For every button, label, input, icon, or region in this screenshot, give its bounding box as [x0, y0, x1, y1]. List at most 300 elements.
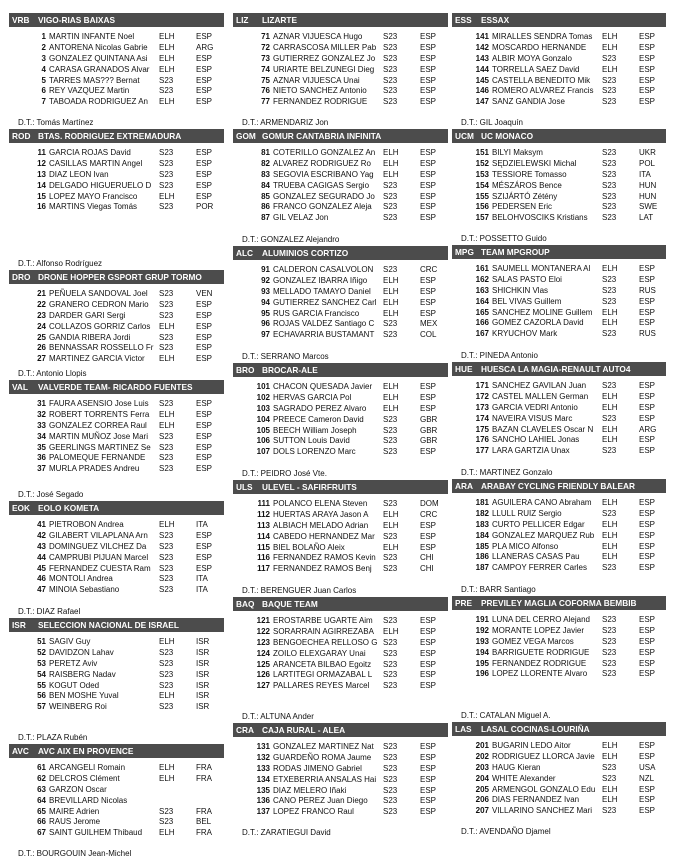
rider-row	[452, 446, 666, 457]
rider-name: GIL VELAZ Jon	[273, 213, 329, 223]
rider-number: 14	[37, 180, 46, 190]
rider-nationality: ITA	[196, 520, 208, 529]
rider-name: WHITE Alexander	[492, 773, 556, 783]
team-header	[233, 246, 448, 260]
rider-name: AZNAR VIJUESCA Hugo	[273, 32, 363, 41]
rider-number: 182	[475, 508, 489, 518]
rider-row	[9, 542, 224, 553]
rider-row	[233, 330, 448, 341]
rider-category: S23	[383, 774, 398, 784]
rider-category: S23	[602, 97, 617, 107]
rider-row	[452, 563, 666, 574]
rider-nationality: SWE	[639, 202, 658, 212]
rider-number: 57	[37, 702, 46, 712]
rider-name: DIAZ MELERO Iñaki	[273, 785, 347, 795]
rider-category: S23	[383, 807, 398, 817]
rider-category: ELH	[602, 751, 618, 761]
rider-row	[9, 691, 224, 702]
rider-category: S23	[159, 289, 174, 298]
rider-number: 76	[261, 86, 270, 96]
rider-row	[9, 399, 224, 410]
rider-list	[233, 737, 448, 818]
rider-name: ETXEBERRIA ANSALAS Hai	[273, 774, 377, 784]
rider-row	[9, 574, 224, 585]
rider-nationality: ESP	[196, 299, 213, 309]
rider-name: DELCROS Clément	[49, 773, 120, 783]
rider-number: 173	[475, 402, 489, 412]
rider-number: 27	[37, 354, 46, 364]
rider-nationality: ESP	[639, 741, 656, 750]
rider-category: S23	[383, 752, 398, 762]
rider-number: 147	[475, 97, 489, 107]
rider-number: 3	[41, 53, 46, 63]
rider-name: BELOHVOSCIKS Kristians	[492, 213, 588, 223]
team-code: ULS	[236, 482, 253, 492]
rider-nationality: ESP	[420, 53, 437, 63]
rider-number: 196	[475, 669, 489, 679]
team-code: ESS	[455, 15, 472, 25]
rider-row	[9, 785, 224, 796]
team-header	[9, 13, 224, 27]
rider-number: 174	[475, 413, 489, 423]
rider-name: FERNANDEZ RODRIGUE	[492, 658, 587, 668]
team-director: D.T.: PEIDRO José Vte.	[242, 469, 327, 478]
team-code: ROD	[12, 131, 31, 141]
rider-row	[233, 753, 448, 764]
rider-number: 94	[261, 297, 270, 307]
rider-nationality: ISR	[196, 647, 210, 657]
rider-number: 101	[256, 382, 270, 391]
rider-name: AGUILERA CANO Abraham	[492, 498, 592, 507]
rider-number: 87	[261, 213, 270, 223]
rider-name: ALBIR MOYA Gonzalo	[492, 53, 572, 63]
rider-row	[452, 626, 666, 637]
rider-category: S23	[159, 806, 174, 816]
rider-nationality: ESP	[196, 409, 213, 419]
rider-category: S23	[383, 742, 398, 751]
rider-number: 123	[256, 637, 270, 647]
rider-row	[452, 76, 666, 87]
rider-category: ELH	[602, 435, 618, 445]
team-header	[9, 270, 224, 284]
rider-nationality: CRC	[420, 509, 438, 519]
rider-number: 23	[37, 310, 46, 320]
rider-list	[9, 284, 224, 365]
rider-category: S23	[383, 763, 398, 773]
team-name: DRONE HOPPER GSPORT GRUP TORMO	[38, 272, 202, 282]
rider-number: 103	[256, 403, 270, 413]
rider-number: 132	[256, 752, 270, 762]
rider-name: GONZALEZ QUINTANA Asi	[49, 53, 148, 63]
rider-category: S23	[602, 615, 617, 624]
rider-name: SEGOVIA ESCRIBANO Yag	[273, 169, 374, 179]
rider-nationality: ESP	[420, 382, 437, 391]
rider-row	[452, 531, 666, 542]
rider-category: ELH	[602, 307, 618, 317]
rider-number: 207	[475, 806, 489, 816]
rider-row	[9, 181, 224, 192]
team-code: CRA	[236, 725, 254, 735]
rider-row	[452, 192, 666, 203]
rider-nationality: ESP	[420, 191, 437, 201]
team-director: D.T.: DIAZ Rafael	[18, 607, 81, 616]
rider-nationality: ESP	[420, 392, 437, 402]
team-code: ISR	[12, 620, 26, 630]
team-code: EOK	[12, 503, 30, 513]
team-code: PRE	[455, 598, 473, 608]
rider-name: BARRIGUETE RODRIGUE	[492, 647, 590, 657]
team-director: D.T.: AVENDAÑO Djamel	[461, 827, 551, 836]
rider-nationality: ESP	[639, 658, 656, 668]
rider-row	[233, 616, 448, 627]
rider-row	[452, 181, 666, 192]
rider-name: SAGRADO PEREZ Alvaro	[273, 403, 367, 413]
rider-name: GOMEZ CAZORLA David	[492, 318, 584, 328]
team-director: D.T.: CATALAN Miguel A.	[461, 711, 551, 720]
rider-category: S23	[383, 659, 398, 669]
rider-row	[452, 97, 666, 108]
rider-nationality: ESP	[639, 413, 656, 423]
rider-row	[9, 311, 224, 322]
rider-category: S23	[159, 453, 174, 463]
rider-nationality: ESP	[420, 670, 437, 680]
rider-name: CASTEL MALLEN German	[492, 391, 589, 401]
rider-category: S23	[602, 285, 617, 295]
team-name: LIZARTE	[262, 15, 298, 25]
rider-row	[233, 649, 448, 660]
rider-number: 67	[37, 828, 46, 838]
rider-nationality: USA	[639, 762, 656, 772]
rider-name: CANO PEREZ Juan Diego	[273, 796, 368, 806]
rider-nationality: ESP	[639, 806, 656, 816]
rider-category: ELH	[159, 763, 175, 772]
rider-number: 186	[475, 552, 489, 562]
rider-nationality: ESP	[420, 202, 437, 212]
rider-name: TARRES MAS??? Bernat	[49, 75, 140, 85]
rider-number: 114	[257, 531, 270, 541]
rider-name: DOMINGUEZ VILCHEZ Da	[49, 541, 147, 551]
rider-row	[452, 329, 666, 340]
rider-category: ELH	[383, 392, 399, 402]
team-name: PREVILEY MAGLIA COFORMA BEMBIB	[481, 598, 637, 608]
rider-list	[452, 493, 666, 574]
rider-name: GUTIERREZ SANCHEZ Carl	[273, 297, 377, 307]
rider-category: ELH	[602, 42, 618, 52]
rider-name: CASTELLA BENEDITO Mik	[492, 75, 591, 85]
rider-name: GUARDEÑO ROMA Jaume	[273, 752, 372, 762]
rider-row	[233, 796, 448, 807]
rider-row	[452, 43, 666, 54]
rider-name: MARTIN INFANTE Noel	[49, 32, 135, 41]
rider-list	[233, 143, 448, 224]
rider-category: S23	[602, 446, 617, 456]
rider-number: 156	[475, 202, 489, 212]
rider-row	[9, 817, 224, 828]
rider-name: FERNANDEZ RODRIGUE	[273, 97, 368, 107]
rider-nationality: ESP	[639, 751, 656, 761]
rider-name: GARCIA VEDRI Antonio	[492, 402, 578, 412]
rider-row	[9, 670, 224, 681]
rider-nationality: DOM	[420, 499, 439, 508]
rider-name: PREECE Cameron David	[273, 414, 364, 424]
rider-row	[233, 436, 448, 447]
rider-name: RUS GARCIA Francisco	[273, 308, 360, 318]
rider-category: S23	[383, 64, 398, 74]
team-name: TEAM MPGROUP	[481, 247, 550, 257]
rider-number: 151	[475, 148, 489, 157]
rider-nationality: ESP	[420, 542, 437, 552]
rider-category: S23	[159, 574, 174, 584]
rider-nationality: ESP	[196, 541, 213, 551]
rider-nationality: FRA	[196, 763, 212, 772]
rider-nationality: ESP	[639, 530, 656, 540]
rider-category: ELH	[159, 42, 175, 52]
rider-nationality: ESP	[420, 648, 437, 658]
rider-nationality: ESP	[196, 86, 213, 96]
rider-name: REY VAZQUEZ Martin	[49, 86, 130, 96]
rider-nationality: ESP	[639, 795, 656, 805]
rider-name: ZOILO ELEXGARAY Unai	[273, 648, 366, 658]
rider-row	[452, 498, 666, 509]
rider-nationality: ESP	[420, 213, 437, 223]
rider-nationality: ISR	[196, 702, 210, 712]
rider-row	[233, 76, 448, 87]
rider-number: 153	[475, 169, 489, 179]
rider-category: S23	[383, 785, 398, 795]
team-header	[233, 480, 448, 494]
rider-category: ELH	[602, 741, 618, 750]
rider-name: RODAS JIMENO Gabriel	[273, 763, 362, 773]
rider-row	[233, 54, 448, 65]
rider-row	[9, 86, 224, 97]
rider-list	[9, 394, 224, 475]
rider-category: S23	[159, 158, 174, 168]
rider-nationality: GBR	[420, 414, 438, 424]
rider-row	[233, 65, 448, 76]
rider-number: 83	[261, 169, 270, 179]
rider-nationality: ESP	[420, 286, 437, 296]
rider-category: S23	[602, 53, 617, 63]
rider-name: SHICHKIN Vlas	[492, 285, 549, 295]
rider-name: PEDERSEN Eric	[492, 202, 553, 212]
rider-number: 176	[475, 435, 489, 445]
rider-name: LOPEZ LLORENTE Alvaro	[492, 669, 588, 679]
rider-row	[9, 774, 224, 785]
rider-nationality: VEN	[196, 289, 213, 298]
rider-name: TORRELLA SAEZ David	[492, 64, 580, 74]
rider-nationality: ARG	[639, 424, 657, 434]
rider-category: S23	[159, 148, 174, 157]
rider-category: S23	[602, 169, 617, 179]
rider-nationality: ESP	[420, 763, 437, 773]
rider-row	[452, 213, 666, 224]
rider-name: ROMERO ALVAREZ Francis	[492, 86, 594, 96]
rider-nationality: ESP	[420, 97, 437, 107]
rider-nationality: ESP	[196, 321, 213, 331]
rider-category: S23	[159, 552, 174, 562]
rider-row	[452, 648, 666, 659]
rider-name: SANCHEZ GAVILAN Juan	[492, 381, 587, 390]
rider-row	[452, 425, 666, 436]
rider-category: S23	[159, 399, 174, 408]
team-header	[233, 723, 448, 737]
rider-number: 6	[41, 86, 46, 96]
rider-name: SANZ GANDIA Jose	[492, 97, 565, 107]
rider-category: S23	[602, 381, 617, 390]
rider-name: CARASA GRANADOS Alvar	[49, 64, 150, 74]
rider-category: ELH	[602, 795, 618, 805]
rider-nationality: ESP	[639, 508, 656, 518]
team-block	[452, 362, 666, 479]
rider-name: CARRASCOSA MILLER Pab	[273, 42, 377, 52]
rider-nationality: ESP	[639, 42, 656, 52]
rider-category: S23	[383, 86, 398, 96]
rider-category: ELH	[159, 191, 175, 201]
rider-number: 155	[475, 191, 489, 201]
rider-name: MOSCARDO HERNANDE	[492, 42, 587, 52]
rider-row	[9, 464, 224, 475]
rider-number: 172	[475, 391, 489, 401]
rider-row	[233, 202, 448, 213]
rider-number: 56	[37, 691, 46, 701]
rider-row	[233, 543, 448, 554]
rider-row	[233, 532, 448, 543]
rider-nationality: ESP	[639, 563, 656, 573]
rider-nationality: NZL	[639, 773, 655, 783]
rider-category: S23	[602, 148, 617, 157]
rider-number: 194	[475, 647, 489, 657]
rider-row	[233, 742, 448, 753]
rider-row	[233, 43, 448, 54]
rider-number: 52	[37, 647, 46, 657]
rider-category: S23	[383, 414, 398, 424]
rider-category: S23	[383, 53, 398, 63]
rider-row	[9, 796, 224, 807]
rider-row	[233, 775, 448, 786]
rider-name: DARDER GARI Sergi	[49, 310, 126, 320]
team-code: LIZ	[236, 15, 249, 25]
team-block	[9, 13, 224, 129]
rider-row	[9, 159, 224, 170]
rider-category: S23	[602, 773, 617, 783]
rider-name: DOLS LORENZO Marc	[273, 447, 356, 457]
rider-category: S23	[159, 75, 174, 85]
rider-row	[9, 443, 224, 454]
team-name: BTAS. RODRIGUEZ EXTREMADURA	[38, 131, 182, 141]
rider-category: S23	[159, 541, 174, 551]
rider-name: MINOIA Sebastiano	[49, 585, 120, 595]
rider-category: S23	[383, 637, 398, 647]
rider-nationality: ESP	[420, 308, 437, 318]
rider-nationality: ITA	[196, 574, 208, 584]
rider-name: LLULL RUIZ Sergio	[492, 508, 562, 518]
rider-name: DAVIDZON Lahav	[49, 647, 114, 657]
rider-number: 106	[256, 436, 270, 446]
rider-number: 203	[475, 762, 489, 772]
rider-nationality: ESP	[639, 784, 656, 794]
rider-name: DELGADO HIGUERUELO D	[49, 180, 152, 190]
rider-row	[452, 741, 666, 752]
rider-name: BENGOECHEA RELLOSO G	[273, 637, 378, 647]
rider-row	[452, 637, 666, 648]
rider-category: S23	[159, 669, 174, 679]
team-header	[452, 362, 666, 376]
rider-nationality: ESP	[639, 541, 656, 551]
rider-name: URIARTE BELZUNEGI Dieg	[273, 64, 375, 74]
team-block	[452, 245, 666, 362]
rider-number: 7	[41, 97, 46, 107]
rider-nationality: FRA	[196, 828, 212, 838]
team-block	[9, 380, 224, 501]
rider-name: GONZALEZ IBARRA Iñigo	[273, 275, 368, 285]
team-block	[233, 723, 448, 839]
rider-category: ELH	[383, 626, 399, 636]
rider-nationality: CHI	[420, 553, 434, 563]
rider-category: ELH	[383, 169, 399, 179]
rider-name: PALLARES REYES Marcel	[273, 681, 370, 691]
rider-category: S23	[159, 431, 174, 441]
rider-row	[9, 32, 224, 43]
rider-nationality: ESP	[639, 391, 656, 401]
rider-number: 122	[256, 626, 270, 636]
rider-name: BIEL BOLAÑO Aleix	[273, 542, 345, 552]
rider-number: 193	[475, 636, 489, 646]
rider-category: S23	[602, 658, 617, 668]
rider-category: ELH	[602, 264, 618, 273]
rider-row	[452, 542, 666, 553]
rider-category: ELH	[602, 552, 618, 562]
team-director: D.T.: BERENGUER Juan Carlos	[242, 586, 357, 595]
rider-number: 113	[257, 520, 270, 530]
rider-category: ELH	[602, 402, 618, 412]
rider-row	[233, 265, 448, 276]
rider-list	[452, 736, 666, 817]
rider-category: S23	[383, 180, 398, 190]
rider-category: S23	[602, 274, 617, 284]
team-name: AVC AIX EN PROVENCE	[38, 746, 134, 756]
rider-name: SZIJÁRTÓ Zétény	[492, 191, 558, 201]
rider-category: S23	[159, 169, 174, 179]
rider-row	[9, 289, 224, 300]
rider-nationality: COL	[420, 330, 437, 340]
rider-nationality: ISR	[196, 691, 210, 701]
rider-row	[9, 170, 224, 181]
team-director: D.T.: ALTUNA Ander	[242, 712, 314, 721]
rider-name: BENNASSAR ROSSELLO Fr	[49, 343, 154, 353]
rider-name: SALAS PASTO Eloi	[492, 274, 562, 284]
start-list-column	[233, 13, 448, 839]
rider-number: 104	[256, 414, 270, 424]
rider-category: S23	[159, 817, 174, 827]
rider-nationality: ESP	[639, 296, 656, 306]
rider-nationality: ESP	[639, 402, 656, 412]
rider-name: CAMPOY FERRER Carles	[492, 563, 587, 573]
rider-name: MARTINEZ GARCIA Victor	[49, 354, 145, 364]
rider-number: 11	[37, 148, 46, 157]
rider-nationality: ESP	[196, 431, 213, 441]
rider-name: HAUG Kieran	[492, 762, 541, 772]
rider-number: 2	[41, 42, 46, 52]
rider-list	[452, 376, 666, 457]
rider-number: 45	[37, 563, 46, 573]
rider-number: 171	[475, 381, 489, 390]
rider-nationality: ESP	[639, 519, 656, 529]
rider-number: 195	[475, 658, 489, 668]
rider-name: PEÑUELA SANDOVAL Joel	[49, 289, 148, 298]
rider-number: 154	[475, 180, 489, 190]
rider-number: 115	[257, 542, 270, 552]
rider-row	[9, 702, 224, 713]
